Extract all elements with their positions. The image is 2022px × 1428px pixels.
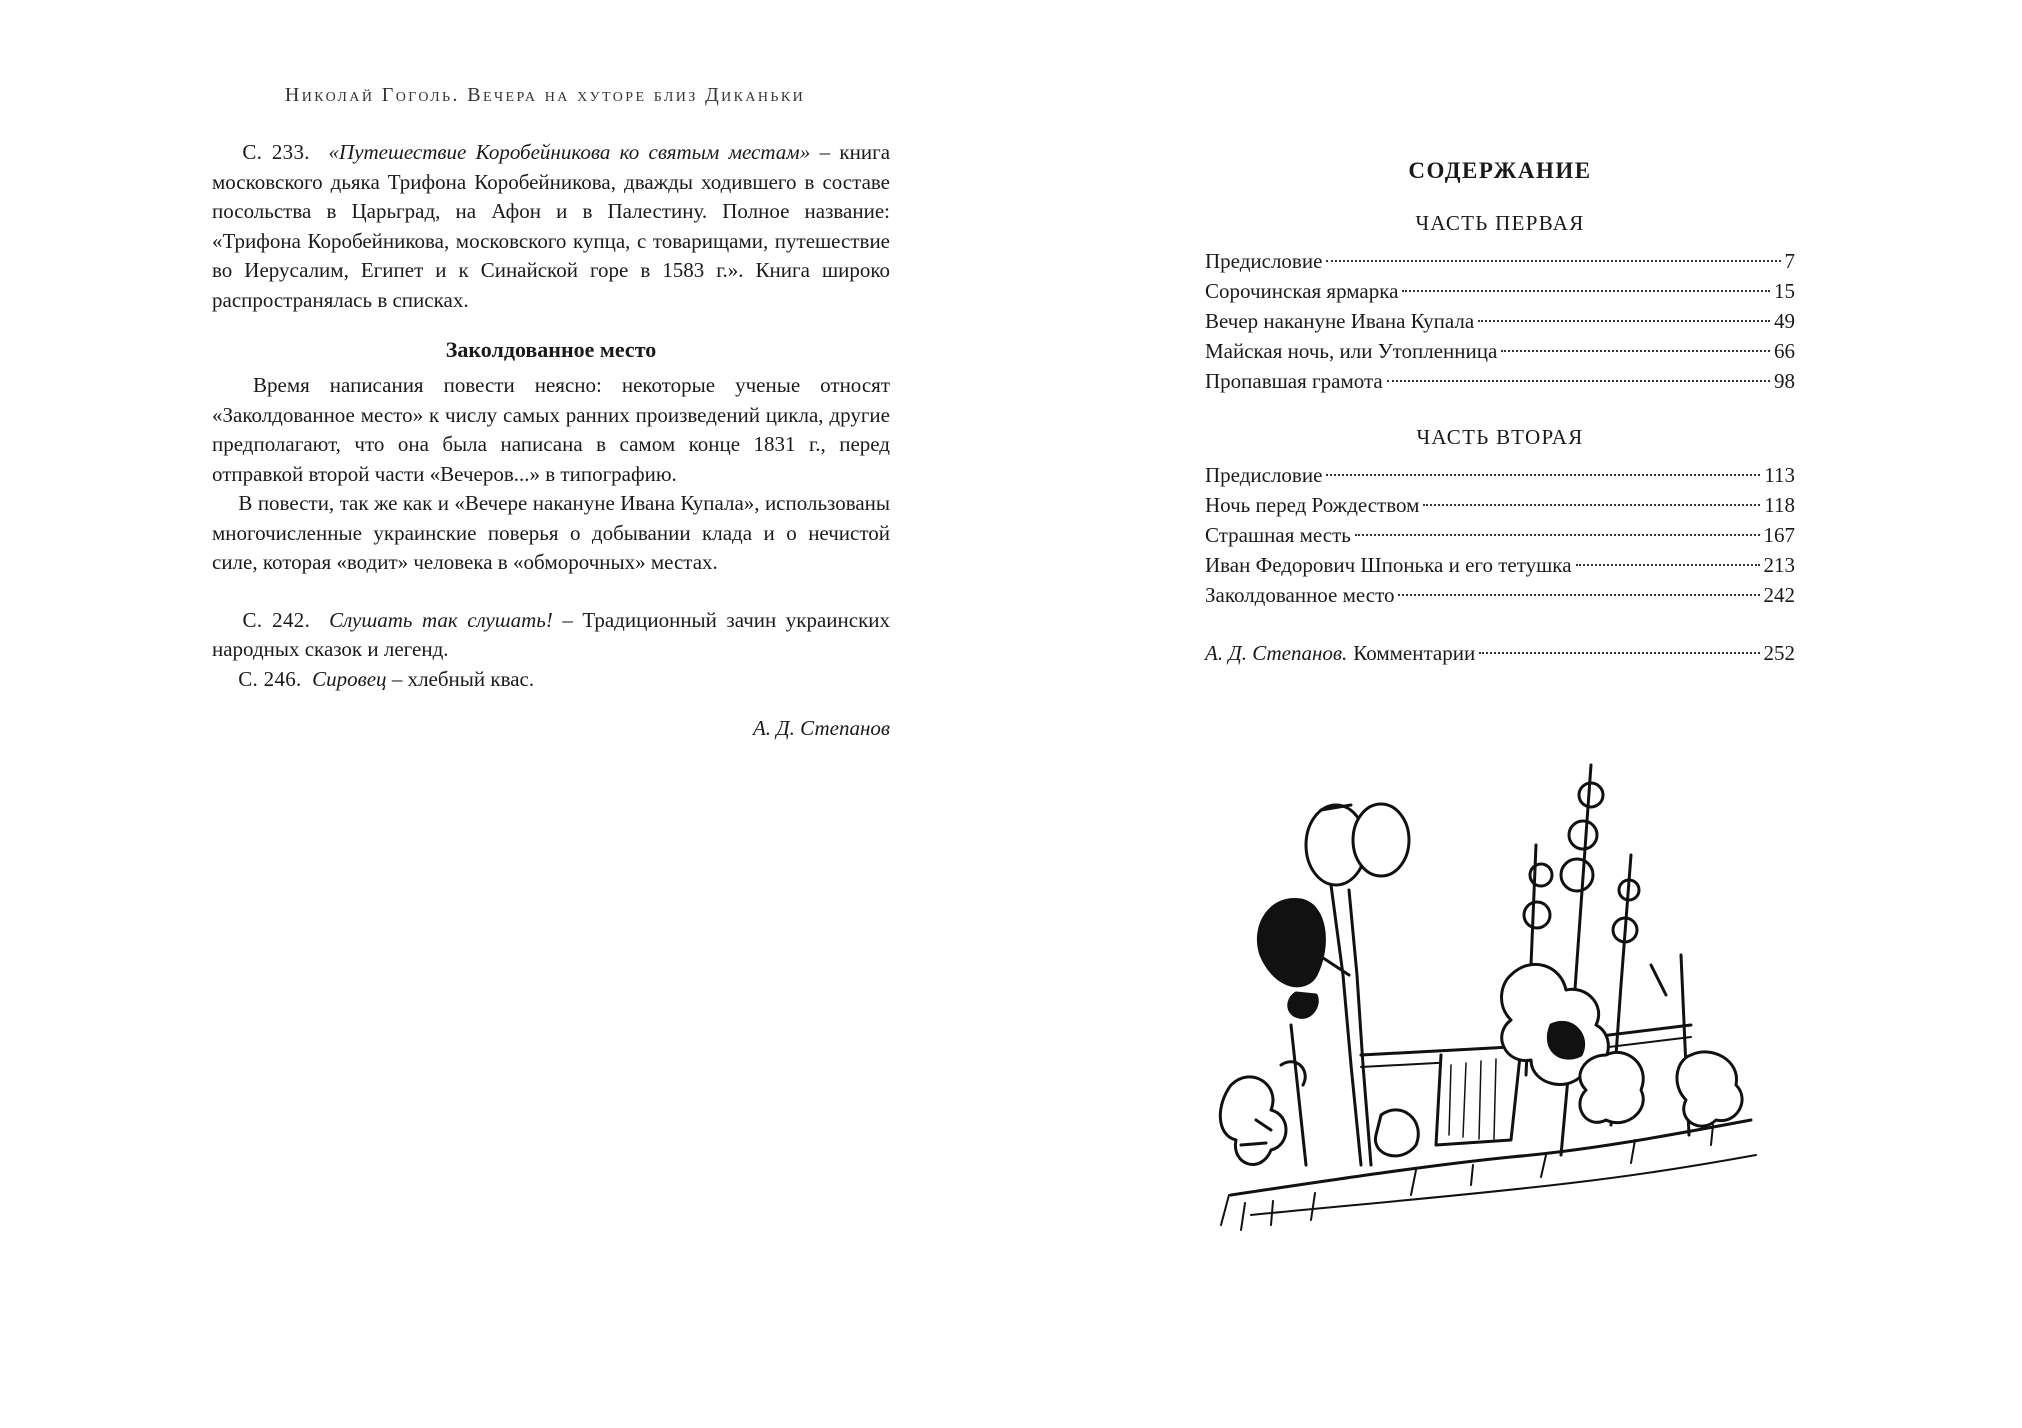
toc-item-page: 118 [1764,493,1795,517]
commentary-title: Комментарии [1353,641,1476,665]
leader-dots [1423,504,1760,506]
toc-item[interactable] [1205,460,1795,490]
paragraph-2: В повести, так же как и «Вечере накануне Ивана Купала», использованы многочисленные украинские поверья о добывании клада и о нечистой силе, которая «водит» человека в «обморочных» местах. [212,491,890,574]
toc-item-page: 98 [1774,369,1795,393]
leader-dots [1326,260,1780,262]
toc-item-title: Майская ночь, или Утопленница [1205,339,1498,363]
part-1-title: ЧАСТЬ ПЕРВАЯ [1415,211,1585,235]
leader-dots [1387,380,1770,382]
village-yard-illustration-icon [1211,725,1771,1255]
toc-item-page: 66 [1774,339,1795,363]
leader-dots [1501,350,1770,352]
toc-item[interactable] [1205,490,1795,520]
toc-item-page: 213 [1763,553,1795,577]
leader-dots [1398,594,1759,596]
toc-item[interactable] [1205,580,1795,610]
running-head: Николай Гоголь. Вечера на хуторе близ Диканьки [284,84,806,106]
leader-dots [1355,534,1760,536]
toc-item[interactable] [1205,520,1795,550]
note-246: С. 246. Сировец – хлебный квас. [238,666,535,691]
commentary-page: 252 [1763,641,1795,665]
right-page [1011,0,2022,1428]
toc-item-page: 113 [1764,463,1795,487]
toc-item-title: Предисловие [1205,463,1323,487]
commentary-text [212,138,890,744]
toc-part-2-list [1205,460,1795,610]
toc-item-title: Заколдованное место [1205,583,1395,607]
toc-item-title: Пропавшая грамота [1205,369,1383,393]
leader-dots [1326,474,1760,476]
toc-item-title: Вечер накануне Ивана Купала [1205,309,1475,333]
toc-item-title: Предисловие [1205,249,1323,273]
leader-dots [1576,564,1760,566]
toc-item-page: 7 [1784,249,1795,273]
leader-dots [1478,320,1770,322]
toc-item[interactable] [1205,306,1795,336]
toc-item-title: Ночь перед Рождеством [1205,493,1420,517]
toc-item-commentary[interactable] [1205,638,1795,668]
toc-item[interactable] [1205,366,1795,396]
toc-item-page: 242 [1763,583,1795,607]
signature: А. Д. Степанов [752,716,890,740]
toc-item-title: Сорочинская ярмарка [1205,279,1399,303]
note-233: С. 233. «Путешествие Коробейникова ко святым местам» – книга московского дьяка Трифона Коробейникова, дважды ходившего в составе посольства в Царьград, на Афон и в Палестину. Полное название: «Трифона Коробейникова, московского купца, с товарищами, путешествие во Иерусалим, Египет и к Синайской горе в 1583 г.». Книга широко распространялась в списках. [212,140,891,312]
paragraph-1: Время написания повести неясно: некоторые ученые относят «Заколдованное место» к числу самых ранних произведений цикла, другие предполагают, что она была написана в самом конце 1831 г., перед отправкой второй части «Вечеров...» в типографию. [212,373,890,486]
toc-item-title: Иван Федорович Шпонька и его тетушка [1205,553,1572,577]
note-242: С. 242. Слушать так слушать! – Традиционный зачин украинских народных сказок и легенд. [212,607,891,661]
toc-item-page: 15 [1774,279,1795,303]
part-2-title: ЧАСТЬ ВТОРАЯ [1416,425,1584,449]
toc-title: СОДЕРЖАНИЕ [1408,158,1592,183]
toc-item[interactable] [1205,336,1795,366]
toc-item-page: 49 [1774,309,1795,333]
toc-part-1-list [1205,246,1795,396]
toc-item-title: Страшная месть [1205,523,1351,547]
toc-item[interactable] [1205,550,1795,580]
toc-item[interactable] [1205,246,1795,276]
leader-dots [1479,652,1759,654]
section-title: Заколдованное место [445,337,657,362]
table-of-contents [1205,156,1795,668]
commentary-author: А. Д. Степанов. [1205,641,1348,665]
toc-item-page: 167 [1763,523,1795,547]
toc-item[interactable] [1205,276,1795,306]
leader-dots [1402,290,1770,292]
